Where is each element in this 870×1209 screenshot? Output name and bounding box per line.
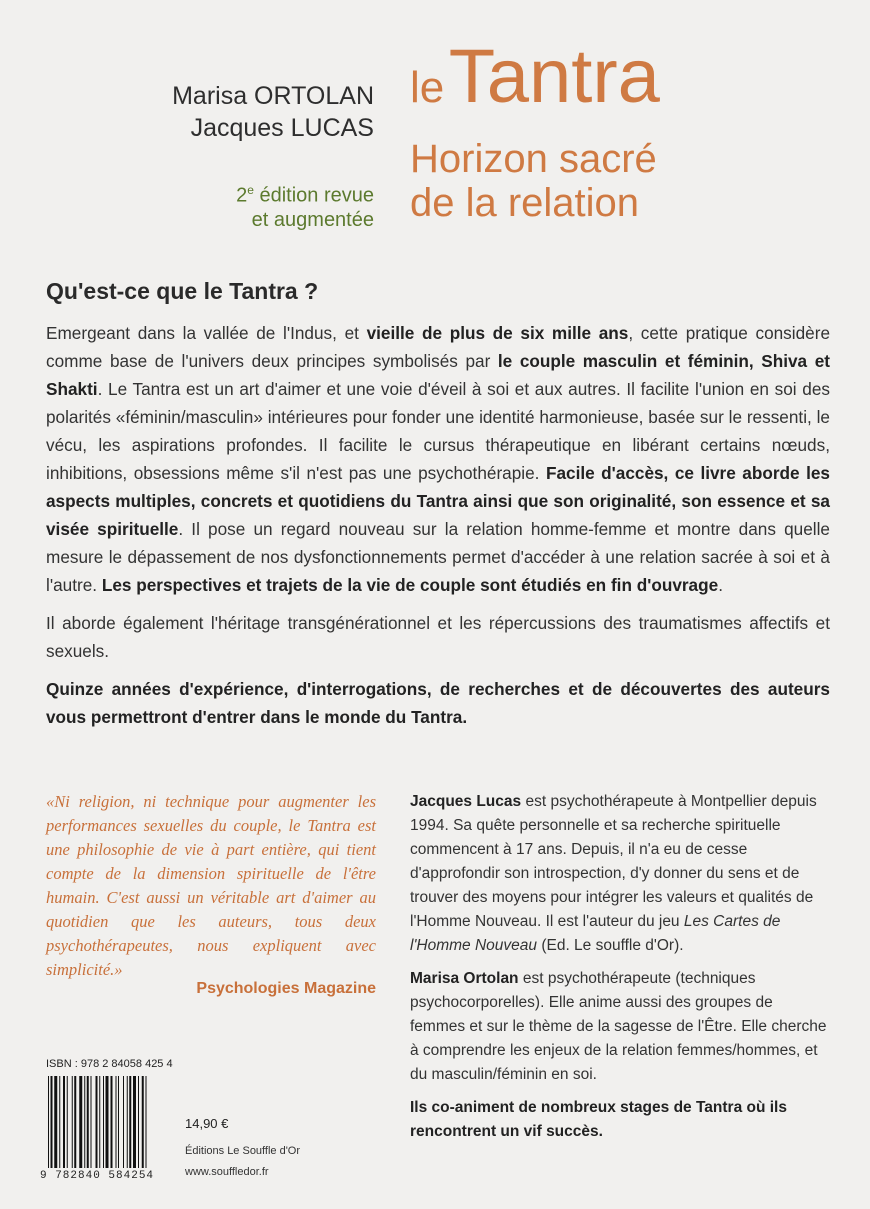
barcode-bar (146, 1076, 147, 1168)
barcode-bar (142, 1076, 144, 1168)
title-line-3: de la relation (410, 181, 640, 225)
barcode-bar (96, 1076, 98, 1168)
paragraph-1-run: , cette pratique considère comme base de l'univers deux principes symbolisés par (46, 323, 830, 371)
edition-superscript: e (247, 183, 254, 197)
bio-lucas-text-1: est psychothérapeute à Montpellier depuis 1994. Sa quête personnelle et sa recherche spirituelle commencent à 17 ans. Depuis, il n'a eu de cesse d'approfondir son introspection, d'y donner du sens et de trouver des moyens pour intégrer les valeurs et qualités de l'Homme Nouveau. Il est l'auteur du jeu (410, 793, 817, 930)
barcode-bar (106, 1076, 109, 1168)
barcode-bar (118, 1076, 119, 1168)
bio-ortolan-text: est psychothérapeute (techniques psychocorporelles). Elle anime aussi des groupes de femmes et sur le thème de la sagesse de l'Être. Elle cherche à comprendre les enjeux de la relation femmes/hommes, et du masculin/féminin en soi. (410, 970, 827, 1083)
paragraph-1-run: vieille de plus de six mille ans (366, 323, 629, 343)
barcode-bar (72, 1076, 73, 1168)
book-title (410, 34, 660, 225)
edition-number: 2 (236, 184, 248, 207)
barcode-bar (123, 1076, 124, 1168)
bio-ortolan-name: Marisa Ortolan (410, 970, 519, 987)
paragraph-3-text: Quinze années d'expérience, d'interrogations, de recherches et de découvertes des auteurs vous permettront d'entrer dans le monde du Tantra. (46, 679, 830, 727)
paragraph-1-run: Les perspectives et trajets de la vie de couple sont étudiés en fin d'ouvrage (101, 575, 719, 595)
barcode-bar (111, 1076, 113, 1168)
price: 14,90 € (185, 1116, 229, 1131)
title-article: le (410, 63, 445, 112)
authors (172, 80, 374, 144)
barcode-bar (48, 1076, 49, 1168)
barcode-bar (84, 1076, 85, 1168)
section-heading: Qu'est-ce que le Tantra ? (46, 278, 319, 304)
barcode-bar (74, 1076, 76, 1168)
title-line-2: Horizon sacré (410, 137, 657, 181)
publisher: Éditions Le Souffle d'Or (185, 1145, 301, 1157)
author-1: Marisa ORTOLAN (172, 82, 374, 110)
bio-together-text: Ils co-animent de nombreux stages de Tantra où ils rencontrent un vif succès. (410, 1099, 787, 1140)
paragraph-1-run: Facile d'accès, ce livre aborde les aspects multiples, concrets et quotidiens du Tantra ainsi que son originalité, son essence et sa visée spirituelle (46, 463, 830, 539)
edition-note (236, 178, 374, 232)
barcode-bar (116, 1076, 117, 1168)
paragraph-2: Il aborde également l'héritage transgénérationnel et les répercussions des traumatismes affectifs et sexuels. (46, 613, 830, 661)
paragraph-1-run: le couple masculin et féminin, Shiva et Shakti (46, 351, 830, 399)
barcode (46, 1076, 176, 1168)
barcode-bar (67, 1076, 68, 1168)
bio-lucas (410, 790, 830, 958)
paragraph-1-run: . (718, 575, 723, 595)
edition-line-1: édition revue (253, 184, 374, 207)
bio-lucas-name: Jacques Lucas (410, 793, 522, 810)
bio-ortolan (410, 967, 830, 1087)
bio-lucas-text-2: (Ed. Le souffle d'Or). (537, 937, 684, 954)
barcode-bar (133, 1076, 136, 1168)
bio-together (410, 1096, 830, 1144)
website: www.souffledor.fr (185, 1166, 269, 1178)
press-quote: «Ni religion, ni technique pour augmenter les performances sexuelles du couple, le Tantra est une philosophie de vie à part entière, qui tient compte de la dimension spirituelle de l'être humain. C'est aussi un véritable art d'aimer au quotidien que les auteurs, tous deux psychothérapeutes, nous expliquent avec simplicité.» (46, 792, 376, 979)
barcode-bar (103, 1076, 104, 1168)
barcode-bar (59, 1076, 60, 1168)
barcode-bar (127, 1076, 128, 1168)
barcode-bar (54, 1076, 57, 1168)
paragraph-1-run: . Le Tantra est un art d'aimer et une voie d'éveil à soi et aux autres. Il facilite l'union en soi des polarités «féminin/masculin» intérieures pour fonder une identité harmonieuse, basée sur le ressenti, le vécu, les aspirations profondes. Il facilite le cursus thérapeutique en libérant certains nœuds, inhibitions, obsessions même s'il n'est pas une psychothérapie. (46, 379, 830, 483)
author-bios (410, 790, 830, 1153)
barcode-bar (129, 1076, 131, 1168)
paragraph-1-run: Emergeant dans la vallée de l'Indus, et (46, 323, 367, 343)
title-main: Tantra (448, 34, 660, 119)
barcode-bar (91, 1076, 92, 1168)
barcode-bar (79, 1076, 82, 1168)
isbn-text: ISBN : 978 2 84058 425 4 (46, 1058, 173, 1070)
author-2: Jacques LUCAS (190, 114, 374, 142)
paragraph-1-run: . Il pose un regard nouveau sur la relation homme-femme et montre dans quelle mesure le dépassement de nos dysfonctionnements permet d'accéder à une relation sacrée à soi et à l'autre. (46, 519, 830, 595)
bio-lucas-game: Les Cartes de l'Homme Nouveau (410, 913, 781, 954)
main-text (46, 278, 830, 741)
barcode-bar (63, 1076, 65, 1168)
paragraph-1 (46, 319, 830, 599)
barcode-digits: 9 782840 584254 (40, 1170, 155, 1182)
edition-line-2: et augmentée (251, 208, 374, 231)
barcode-bar (138, 1076, 139, 1168)
quote-source: Psychologies Magazine (196, 980, 376, 997)
barcode-bar (87, 1076, 89, 1168)
barcode-bar (51, 1076, 53, 1168)
barcode-bar (99, 1076, 100, 1168)
paragraph-3 (46, 675, 830, 731)
